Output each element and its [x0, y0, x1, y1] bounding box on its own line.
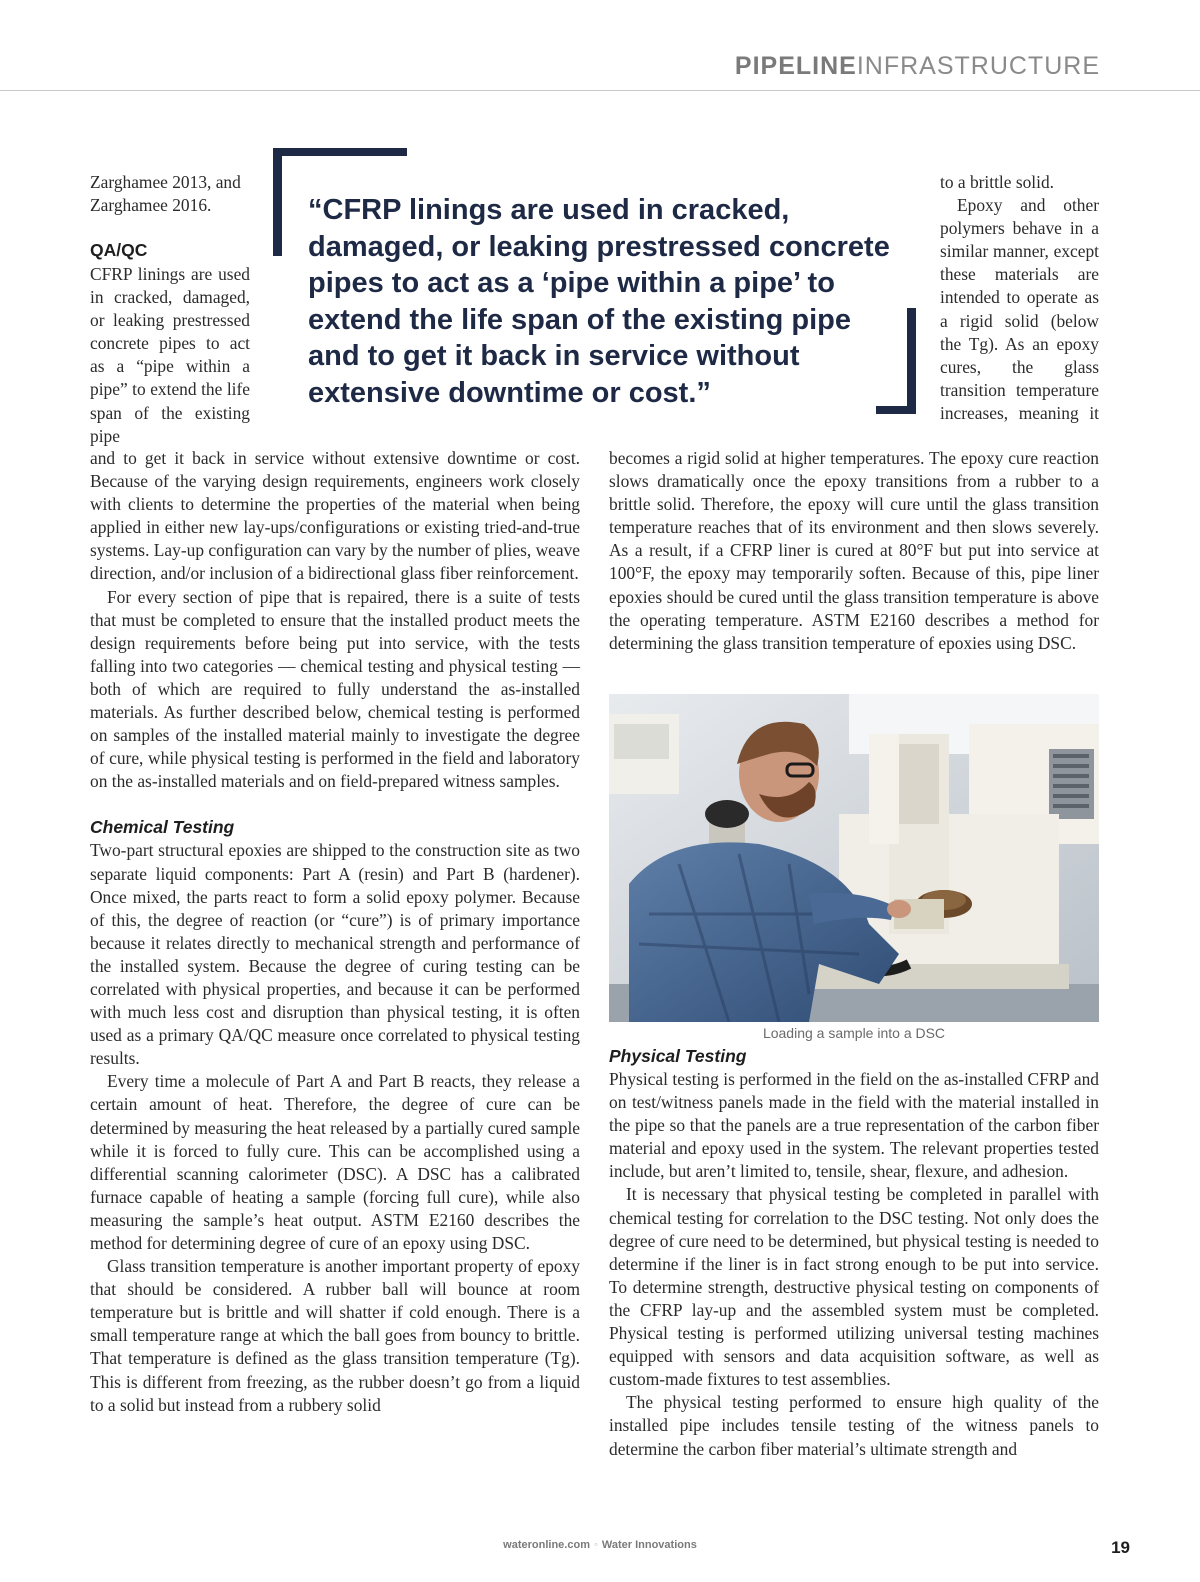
- intro-text-block: [90, 171, 250, 217]
- chemical-testing-paragraph-1: Two-part structural epoxies are shipped to the construction site as two separate liquid components: Part A (resin) and Part B (hardener). Once mixed, the parts react to form a solid epoxy polymer. Because of this, the degree of reaction (or “cure”) is of primary importance because it relates directly to mechanical strength and performance of the installed system. Because the degree of curing testing can be correlated with physical properties, and because it can be performed with much less cost and disruption than physical testing, it is often used as a primary QA/QC measure once correlated to physical testing results.: [90, 840, 580, 1069]
- footer-separator: ◦: [593, 1539, 598, 1551]
- header-divider: [0, 90, 1200, 91]
- qaqc-paragraph-narrow: CFRP linings are used in cracked, damaged, or leaking prestressed concrete pipes to act as a “pipe within a pipe” to extend the life span of the existing pipe: [90, 264, 250, 446]
- right-column-top: [609, 447, 1099, 655]
- footer-publication: Water Innovations: [601, 1539, 697, 1551]
- chemical-testing-heading: Chemical Testing: [90, 817, 235, 838]
- section-header-light: INFRASTRUCTURE: [856, 52, 1100, 80]
- photo-image-icon: [609, 694, 1099, 1022]
- pull-quote-text: “CFRP linings are used in cracked, damaged, or leaking prestressed concrete pipes to act as a ‘pipe within a pipe’ to extend the life span of the existing pipe and to get it back in service without extensive downtime or cost.”: [308, 194, 890, 409]
- pull-quote-bracket-top-left-horizontal: [273, 148, 407, 156]
- chemical-testing-paragraph-3: Glass transition temperature is another important property of epoxy that should be considered. A rubber ball will bounce at room temperature but is brittle and will shatter if cold enough. There is a small temperature range at which the ball goes from bouncy to brittle. That temperature is defined as the glass transition temperature (Tg). This is different from freezing, as the rubber doesn’t go from a liquid to a solid but instead from a rubbery solid: [90, 1256, 580, 1415]
- right-narrow-first-line: to a brittle solid.: [940, 172, 1054, 192]
- physical-testing-paragraph-3: The physical testing performed to ensure high quality of the installed pipe includes tensile testing of the witness panels to determine the carbon fiber material’s ultimate strength and: [609, 1392, 1099, 1459]
- right-narrow-block: [940, 171, 1099, 425]
- qaqc-paragraph-wide: and to get it back in service without extensive downtime or cost. Because of the varying design requirements, engineers work closely with clients to determine the properties of the material when being applied in either new lay-ups/configurations or existing tried-and-true systems. Lay-up configuration can vary by the number of plies, weave direction, and/or inclusion of a bidirectional glass fiber reinforcement.: [90, 448, 580, 584]
- intro-citation: Zarghamee 2013, and Zarghamee 2016.: [90, 172, 241, 216]
- physical-testing-paragraph-2: It is necessary that physical testing be completed in parallel with chemical testing for correlation to the DSC testing. Not only does the degree of cure need to be determined, but physical testing is needed to determine if the liner is in fact strong enough to be put into service. To determine strength, destructive physical testing on components of the CFRP lay-up and the assembled system must be completed. Physical testing is performed utilizing universal testing machines equipped with sensors and data acquisition software, as well as custom-made fixtures to test assemblies.: [609, 1184, 1099, 1390]
- page-number: 19: [1111, 1538, 1130, 1557]
- pull-quote: [273, 148, 916, 414]
- qaqc-heading: QA/QC: [90, 240, 148, 260]
- photo-caption: Loading a sample into a DSC: [762, 1025, 946, 1041]
- physical-testing-paragraph-1: Physical testing is performed in the field on the as-installed CFRP and on test/witness panels made in the field with the material installed in the pipe so that the panels are a true representation of the carbon fiber material and epoxy used in the system. The relevant properties tested include, but aren’t limited to, tensile, shear, flexure, and adhesion.: [609, 1069, 1099, 1182]
- footer-site-link[interactable]: wateronline.com: [503, 1539, 590, 1551]
- qaqc-narrow-block: [90, 263, 250, 448]
- page-footer: [0, 1539, 1200, 1551]
- left-column: [90, 447, 580, 1417]
- chemical-testing-paragraph-2: Every time a molecule of Part A and Part B reacts, they release a certain amount of heat. Therefore, the degree of cure can be determined by measuring the heat released by a partially cured sample while it is forced to fully cure. This can be accomplished using a differential scanning calorimeter (DSC). A DSC has a calibrated furnace capable of heating a sample (forcing full cure), while also measuring the sample’s heat output. ASTM E2160 describes the method for determining degree of cure of an epoxy using DSC.: [90, 1071, 580, 1253]
- physical-testing-body: [609, 1068, 1099, 1461]
- section-header-bold: PIPELINE: [734, 52, 857, 80]
- pull-quote-bracket-bottom-right: [907, 308, 916, 414]
- physical-testing-section: [609, 1045, 1099, 1461]
- physical-testing-heading: Physical Testing: [609, 1046, 747, 1066]
- pull-quote-bracket-top-left: [273, 148, 282, 256]
- dsc-photo: [609, 694, 1099, 1022]
- section-header: [735, 52, 1100, 81]
- right-narrow-paragraph: Epoxy and other polymers behave in a similar manner, except these materials are intended to operate as a rigid solid (below the Tg). As an epoxy cures, the glass transition temperature increases, meaning it: [940, 195, 1099, 423]
- glass-transition-paragraph: becomes a rigid solid at higher temperatures. The epoxy cure reaction slows dramatically once the epoxy transitions from a rubber to a brittle solid. Therefore, the epoxy will cure until the glass transition temperature reaches that of its environment and then slows severely. As a result, if a CFRP liner is cured at 80°F but put into service at 100°F, the epoxy may temporarily soften. Because of this, pipe liner epoxies should be cured until the glass transition temperature is above the operating temperature. ASTM E2160 describes a method for determining the glass transition temperature of epoxies using DSC.: [609, 448, 1099, 653]
- qaqc-section: [90, 239, 250, 448]
- qaqc-paragraph-2: For every section of pipe that is repaired, there is a suite of tests that must be completed to ensure that the installed product meets the design requirements before being put into service, with the tests falling into two categories — chemical testing and physical testing — both of which are required to fully understand the as-installed materials. As further described below, chemical testing is performed on samples of the installed material mainly to investigate the degree of cure, while physical testing is performed in the field and laboratory on the as-installed materials and on field-prepared witness samples.: [90, 586, 580, 792]
